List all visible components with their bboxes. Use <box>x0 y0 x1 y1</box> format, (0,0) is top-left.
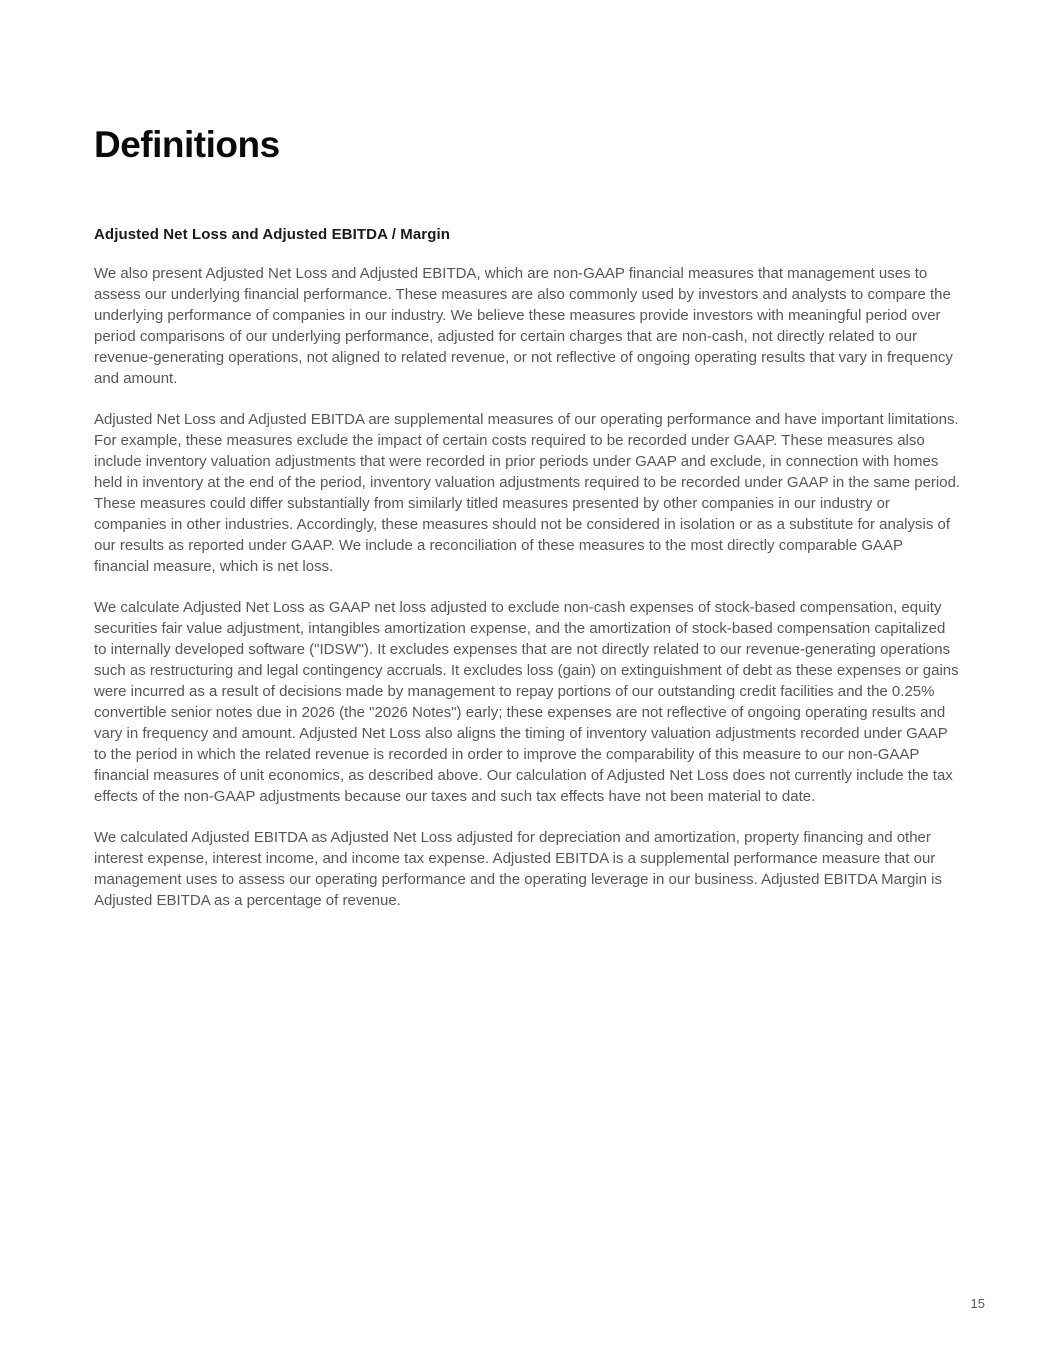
section-heading: Adjusted Net Loss and Adjusted EBITDA / Margin <box>94 226 451 243</box>
paragraph-4: We calculated Adjusted EBITDA as Adjusted Net Loss adjusted for depreciation and amortization, property financing and other interest expense, interest income, and income tax expense. Adjusted EBITDA is a supplemental performance measure that our management uses to assess our operating performance and the operating leverage in our business. Adjusted EBITDA Margin is Adjusted EBITDA as a percentage of revenue. <box>94 829 942 909</box>
page-content <box>94 0 961 911</box>
body-copy <box>94 263 961 911</box>
paragraph-2: Adjusted Net Loss and Adjusted EBITDA are supplemental measures of our operating performance and have important limitations. For example, these measures exclude the impact of certain costs required to be recorded under GAAP. These measures also include inventory valuation adjustments that were recorded in prior periods under GAAP and exclude, in connection with homes held in inventory at the end of the period, inventory valuation adjustments required to be recorded under GAAP in the same period. These measures could differ substantially from similarly titled measures presented by other companies in our industry or companies in other industries. Accordingly, these measures should not be considered in isolation or as a substitute for analysis of our results as reported under GAAP. We include a reconciliation of these measures to the most directly comparable GAAP financial measure, which is net loss. <box>94 411 961 575</box>
page-title: Definitions <box>94 124 280 165</box>
paragraph-3: We calculate Adjusted Net Loss as GAAP net loss adjusted to exclude non-cash expenses of stock-based compensation, equity securities fair value adjustment, intangibles amortization expense, and the amortization of stock-based compensation capitalized to internally developed software ("IDSW"). It excludes expenses that are not directly related to our revenue-generating operations such as restructuring and legal contingency accruals. It excludes loss (gain) on extinguishment of debt as these expenses or gains were incurred as a result of decisions made by management to repay portions of our outstanding credit facilities and the 0.25% convertible senior notes due in 2026 (the "2026 Notes") early; these expenses are not reflective of ongoing operating results and vary in frequency and amount. Adjusted Net Loss also aligns the timing of inventory valuation adjustments recorded under GAAP to the period in which the related revenue is recorded in order to improve the comparability of this measure to our non-GAAP financial measures of unit economics, as described above. Our calculation of Adjusted Net Loss does not currently include the tax effects of the non-GAAP adjustments because our taxes and such tax effects have not been material to date. <box>94 599 959 805</box>
page-number: 15 <box>970 1296 985 1311</box>
paragraph-1: We also present Adjusted Net Loss and Adjusted EBITDA, which are non-GAAP financial measures that management uses to assess our underlying financial performance. These measures are also commonly used by investors and analysts to compare the underlying performance of companies in our industry. We believe these measures provide investors with meaningful period over period comparisons of our underlying performance, adjusted for certain charges that are non-cash, not directly related to our revenue-generating operations, not aligned to related revenue, or not reflective of ongoing operating results that vary in frequency and amount. <box>94 265 953 387</box>
